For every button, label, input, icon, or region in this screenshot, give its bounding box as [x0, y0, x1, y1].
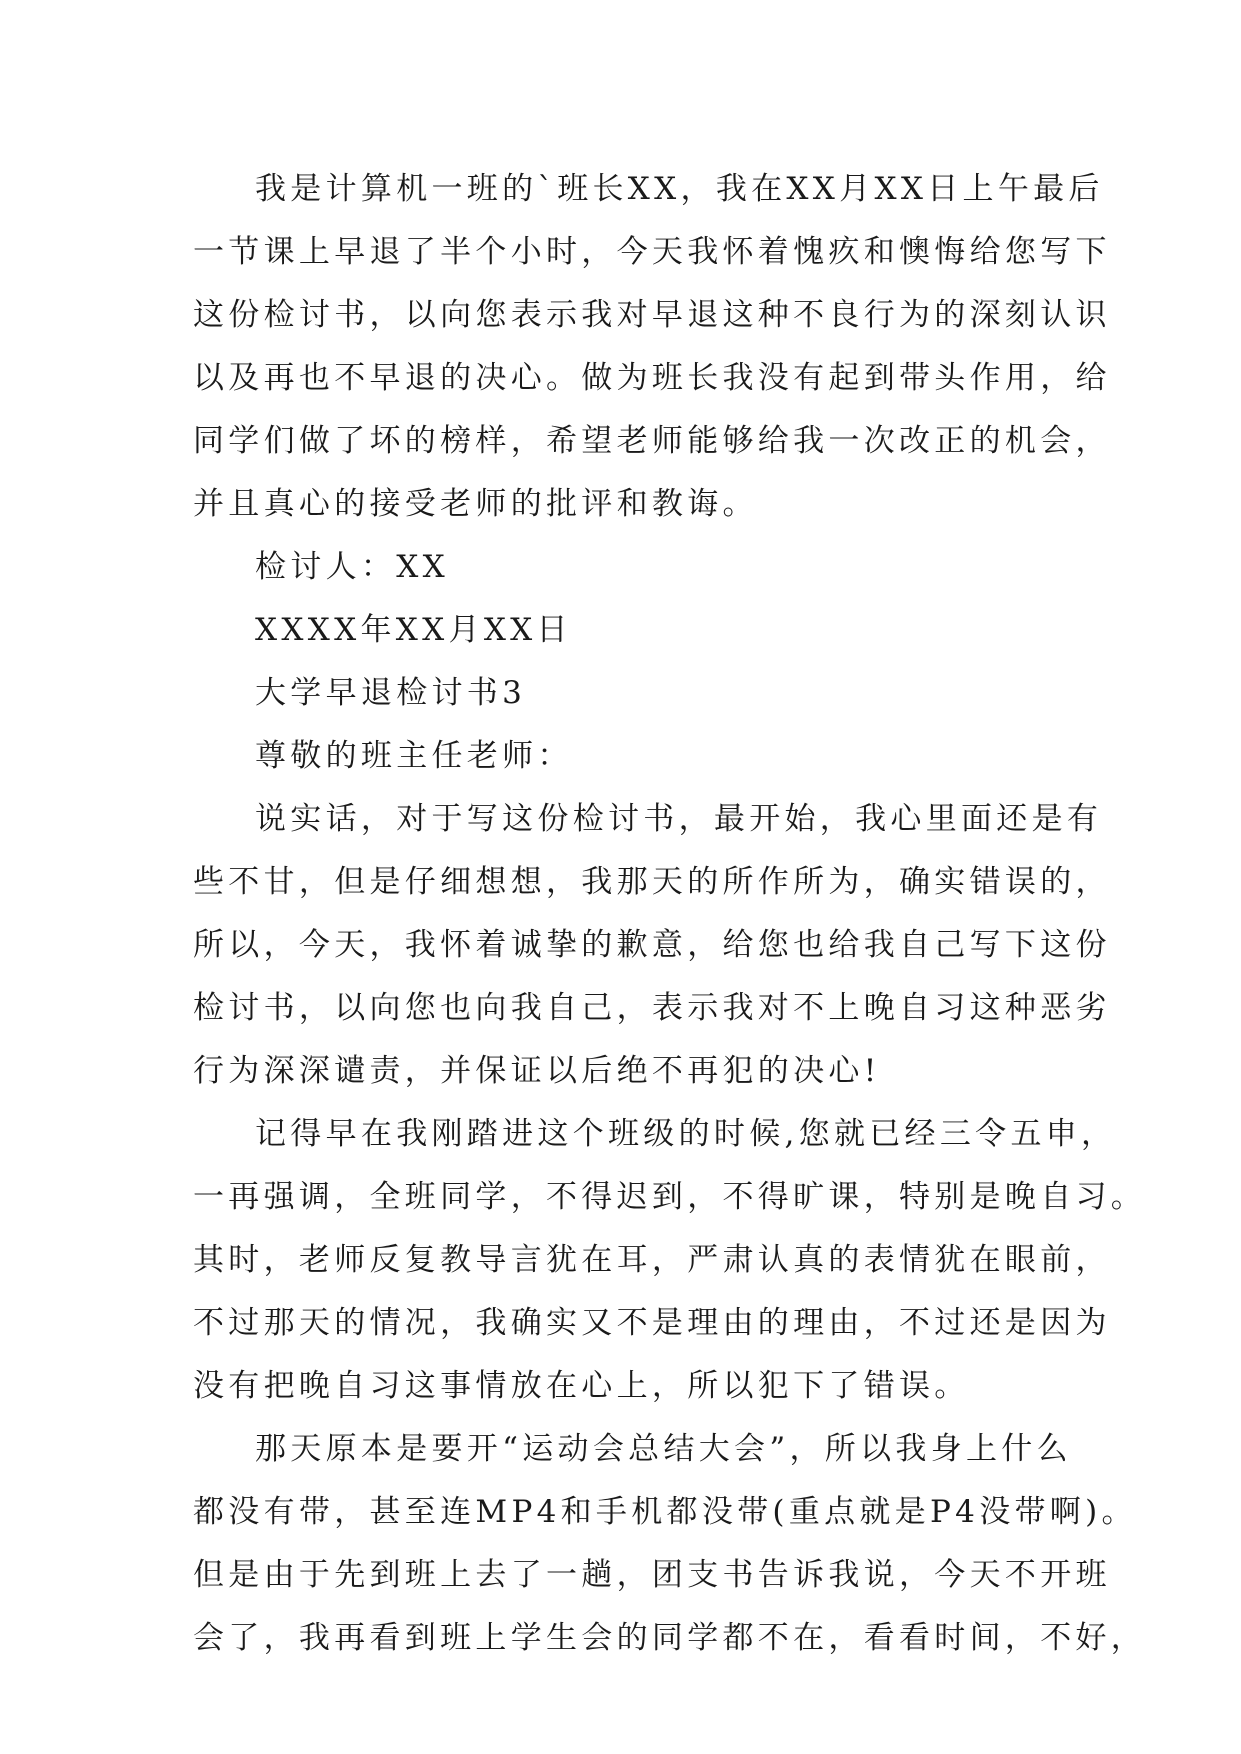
text-line: 会了，我再看到班上学生会的同学都不在，看看时间，不好， [193, 1620, 1147, 1656]
text-line: 一再强调，全班同学，不得迟到，不得旷课，特别是晚自习。 [193, 1179, 1147, 1215]
text-line: 同学们做了坏的榜样，希望老师能够给我一次改正的机会， [193, 423, 1111, 459]
document-body [193, 158, 1147, 1670]
text-line: 尊敬的班主任老师： [255, 738, 573, 774]
text-line: 我是计算机一班的`班长XX，我在XX月XX日上午最后 [255, 171, 1104, 207]
text-line: 些不甘，但是仔细想想，我那天的所作所为，确实错误的， [193, 864, 1111, 900]
text-line: 说实话，对于写这份检讨书，最开始，我心里面还是有 [255, 801, 1103, 837]
text-line: 但是由于先到班上去了一趟，团支书告诉我说，今天不开班 [193, 1557, 1111, 1593]
text-line: 以及再也不早退的决心。做为班长我没有起到带头作用，给 [193, 360, 1111, 396]
text-line: 行为深深谴责，并保证以后绝不再犯的决心! [193, 1053, 881, 1089]
text-line: 大学早退检讨书3 [255, 675, 527, 711]
text-line: 都没有带，甚至连MP4和手机都没带(重点就是P4没带啊)。 [193, 1494, 1137, 1530]
text-line: 其时，老师反复教导言犹在耳，严肃认真的表情犹在眼前， [193, 1242, 1111, 1278]
text-line: 并且真心的接受老师的批评和教诲。 [193, 486, 758, 522]
text-line: 不过那天的情况，我确实又不是理由的理由，不过还是因为 [193, 1305, 1111, 1341]
text-line: 那天原本是要开“运动会总结大会”，所以我身上什么 [255, 1431, 1072, 1467]
text-line: 检讨书，以向您也向我自己，表示我对不上晚自习这种恶劣 [193, 990, 1111, 1026]
text-line: 记得早在我刚踏进这个班级的时候,您就已经三令五申， [255, 1116, 1117, 1152]
text-line: XXXX年XX月XX日 [255, 612, 572, 648]
text-line: 没有把晚自习这事情放在心上，所以犯下了错误。 [193, 1368, 970, 1404]
text-line: 这份检讨书，以向您表示我对早退这种不良行为的深刻认识 [193, 297, 1111, 333]
text-line: 检讨人：XX [255, 549, 449, 585]
text-line: 所以，今天，我怀着诚挚的歉意，给您也给我自己写下这份 [193, 927, 1111, 963]
text-line: 一节课上早退了半个小时，今天我怀着愧疚和懊悔给您写下 [193, 234, 1111, 270]
